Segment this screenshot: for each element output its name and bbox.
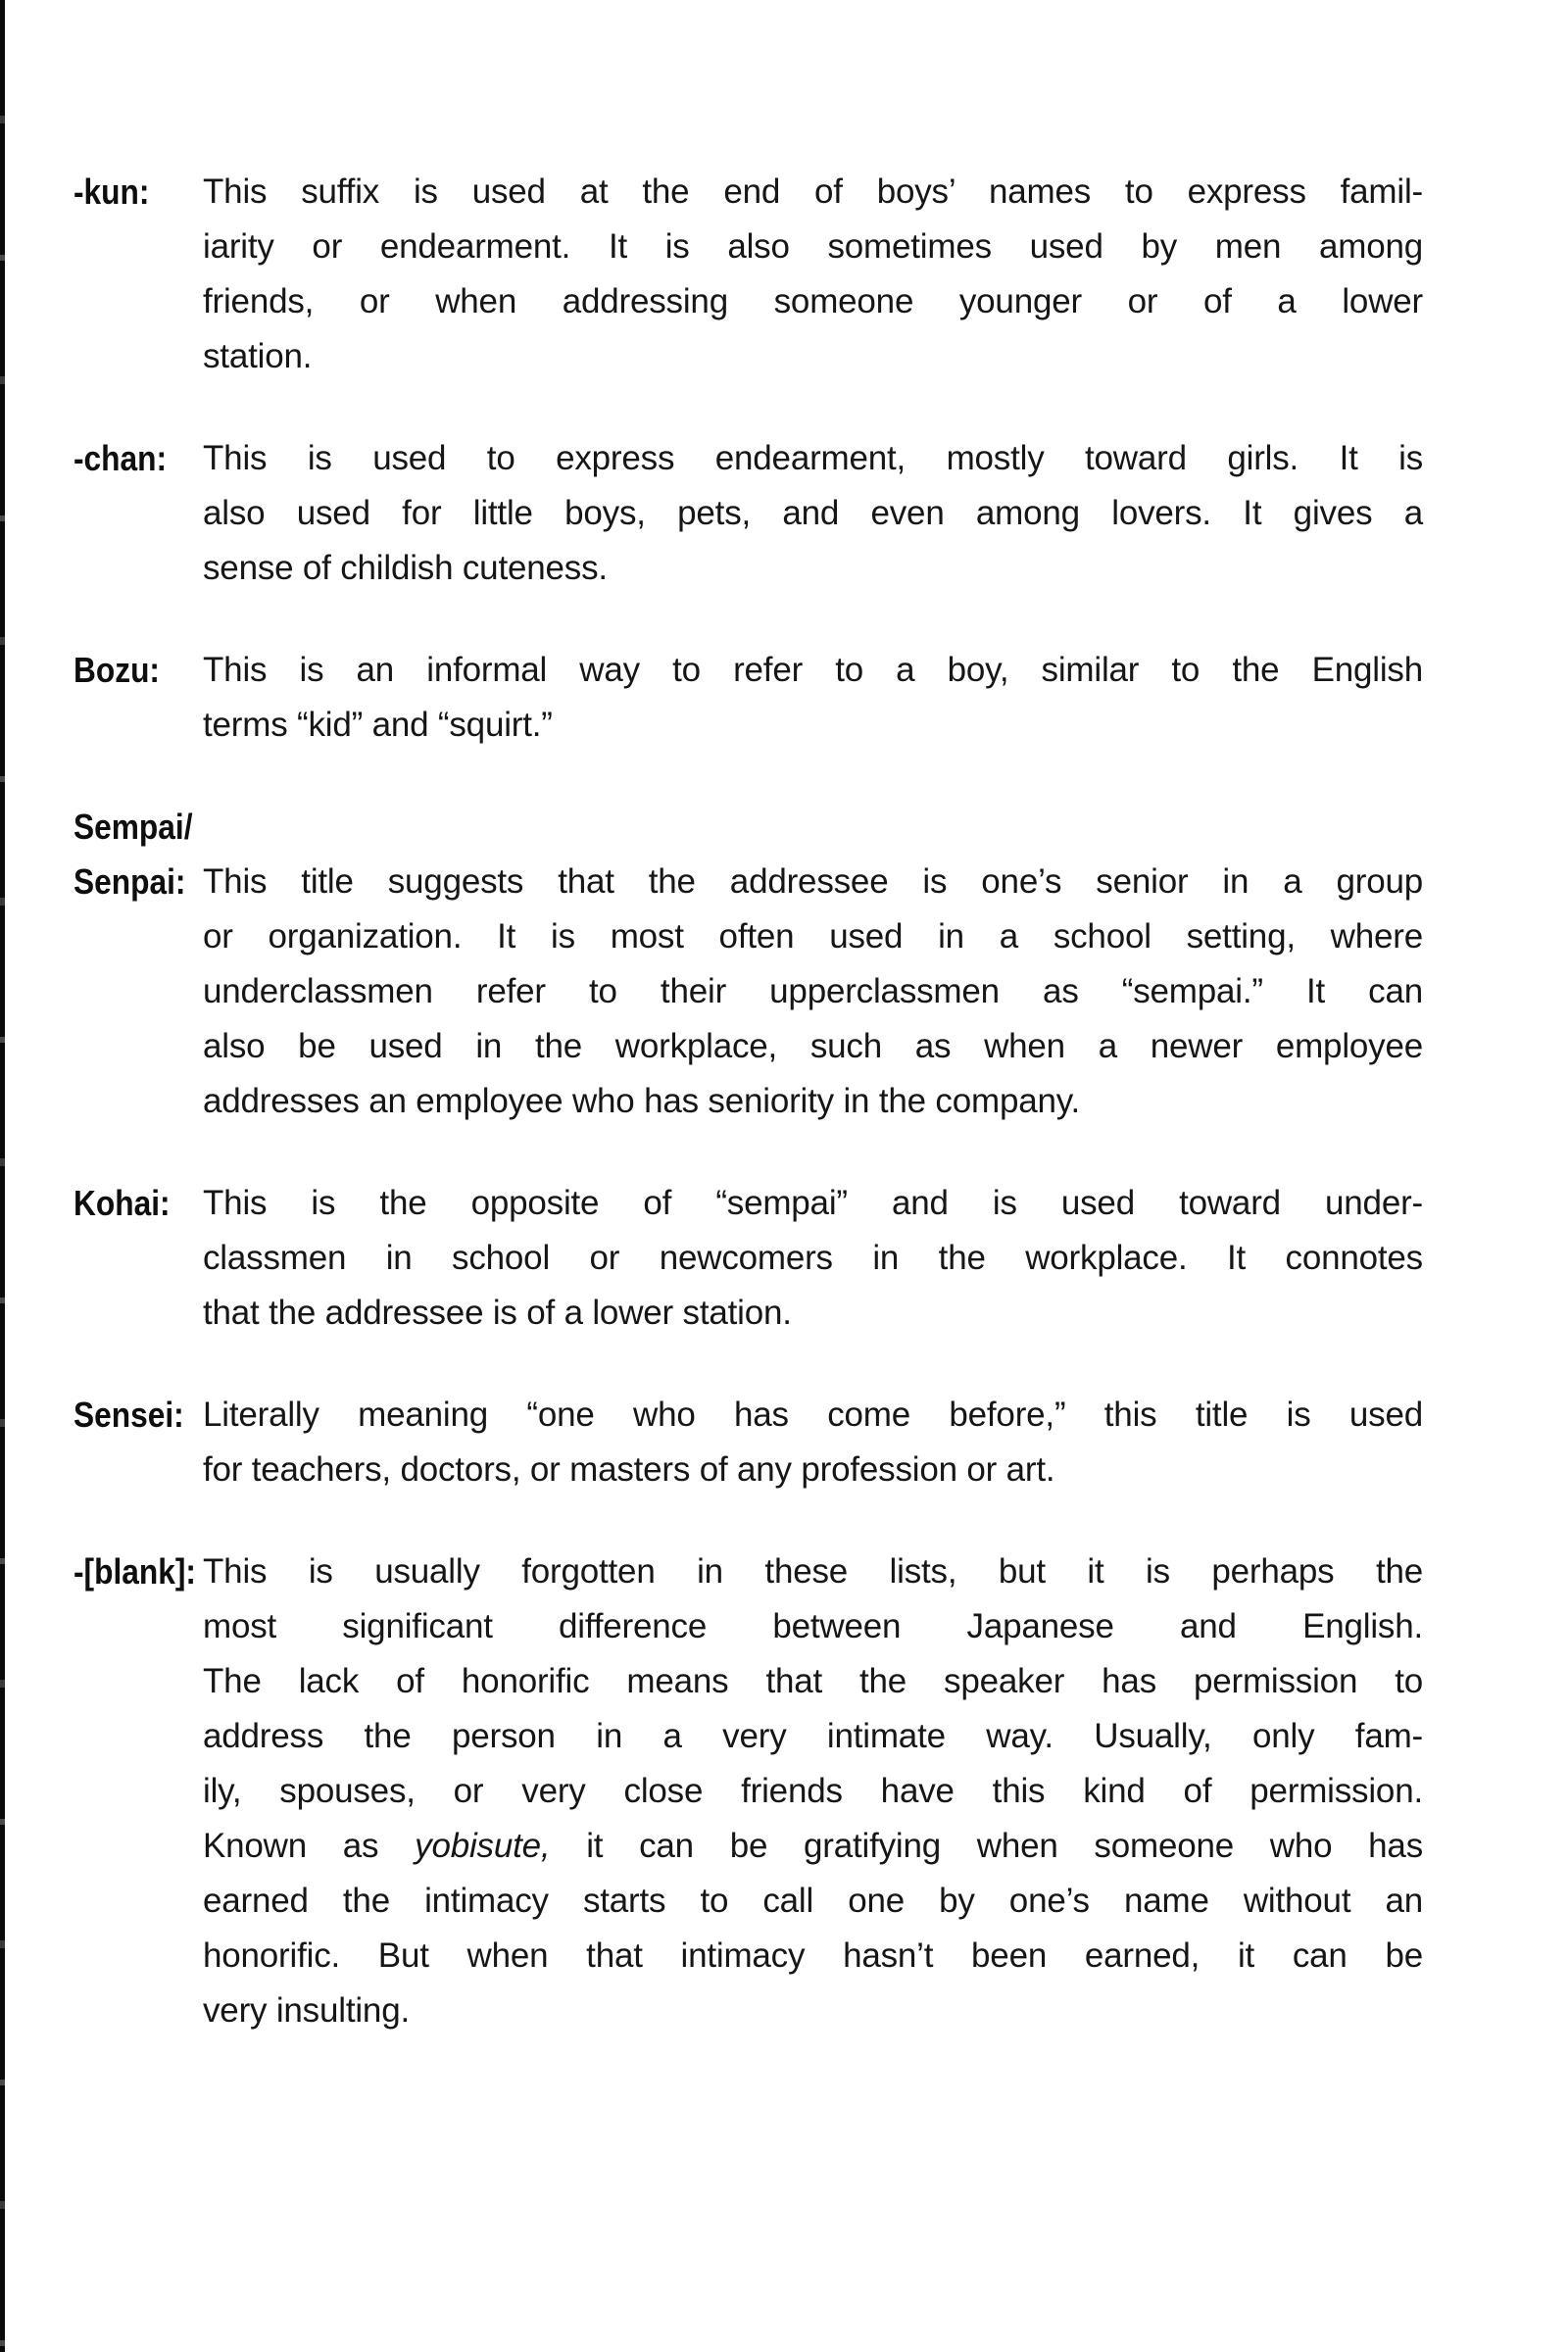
definition-line: This suffix is used at the end of boys’ names to express famil-	[203, 172, 1423, 211]
definition-line: station.	[203, 337, 313, 375]
honorific-term-label: Sensei:	[74, 1395, 184, 1435]
definition-line: very insulting.	[203, 1991, 410, 2030]
definition-line: also be used in the workplace, such as when a newer employee	[203, 1027, 1423, 1065]
text-segment: it can be gratifying when someone who has	[550, 1827, 1423, 1865]
definition-line: sense of childish cuteness.	[203, 549, 608, 587]
scan-edge-line	[0, 0, 5, 2352]
honorific-term-label: Kohai:	[74, 1183, 171, 1223]
honorific-definition-sempaisenpai	[203, 800, 1423, 1129]
honorific-term-chan	[74, 431, 203, 596]
honorific-term-kun	[74, 165, 203, 384]
italic-term: yobisute,	[415, 1827, 551, 1865]
definition-line: friends, or when addressing someone younger or of a lower	[203, 282, 1423, 320]
definition-line: terms “kid” and “squirt.”	[203, 706, 553, 744]
honorific-entry-sensei	[74, 1388, 1423, 1497]
definition-line: This is an informal way to refer to a boy, similar to the English	[203, 651, 1423, 689]
honorific-term-bozu	[74, 643, 203, 753]
honorific-term-label: -[blank]:	[74, 1551, 196, 1592]
definition-line: This title suggests that the addressee is one’s senior in a group	[203, 862, 1423, 901]
honorific-definition-chan	[203, 431, 1423, 596]
honorific-term-kohai	[74, 1176, 203, 1341]
definition-line: The lack of honorific means that the speaker has permission to	[203, 1662, 1423, 1700]
definition-line: that the addressee is of a lower station.	[203, 1294, 792, 1332]
honorific-entry-chan	[74, 431, 1423, 596]
definition-line: also used for little boys, pets, and even among lovers. It gives a	[203, 494, 1423, 532]
definition-line: for teachers, doctors, or masters of any profession or art.	[203, 1450, 1055, 1489]
definition-line: honorific. But when that intimacy hasn’t been earned, it can be	[203, 1936, 1423, 1975]
definition-line: address the person in a very intimate way. Usually, only fam-	[203, 1717, 1423, 1755]
definition-line: This is used to express endearment, mostly toward girls. It is	[203, 439, 1423, 477]
honorific-term-sempaisenpai	[74, 800, 203, 1129]
text-segment: Known as	[203, 1827, 416, 1865]
honorific-entry-kun	[74, 165, 1423, 384]
honorific-term-label: -chan:	[74, 438, 168, 478]
definition-line: This is the opposite of “sempai” and is used toward under-	[203, 1184, 1423, 1222]
honorific-entry-sempaisenpai	[74, 800, 1423, 1129]
honorifics-glossary	[74, 165, 1423, 2085]
honorific-term-blank	[74, 1544, 203, 2038]
definition-line	[203, 1819, 1423, 1874]
definition-line: or organization. It is most often used in a school setting, where	[203, 917, 1423, 956]
honorific-definition-kun	[203, 165, 1423, 384]
honorific-entry-kohai	[74, 1176, 1423, 1341]
honorific-definition-sensei	[203, 1388, 1423, 1497]
honorific-term-label: Sempai/	[74, 807, 193, 847]
honorific-entry-bozu	[74, 643, 1423, 753]
definition-line: most significant difference between Japanese and English.	[203, 1607, 1423, 1645]
honorific-term-label: Senpai:	[74, 861, 186, 902]
honorific-entry-blank	[74, 1544, 1423, 2038]
honorific-definition-kohai	[203, 1176, 1423, 1341]
definition-line: Literally meaning “one who has come before,” this title is used	[203, 1396, 1423, 1434]
honorific-term-sensei	[74, 1388, 203, 1497]
definition-line: ily, spouses, or very close friends have this kind of permission.	[203, 1772, 1423, 1810]
honorific-term-label: -kun:	[74, 172, 150, 212]
honorific-definition-bozu	[203, 643, 1423, 753]
definition-line: This is usually forgotten in these lists, but it is perhaps the	[203, 1552, 1423, 1591]
definition-line: classmen in school or newcomers in the workplace. It connotes	[203, 1239, 1423, 1277]
honorific-definition-blank	[203, 1544, 1423, 2038]
definition-line: addresses an employee who has seniority in the company.	[203, 1082, 1080, 1120]
definition-line: underclassmen refer to their upperclassmen as “sempai.” It can	[203, 972, 1423, 1010]
definition-line: earned the intimacy starts to call one by one’s name without an	[203, 1882, 1423, 1920]
definition-line: iarity or endearment. It is also sometimes used by men among	[203, 227, 1423, 266]
honorific-term-label: Bozu:	[74, 650, 160, 690]
